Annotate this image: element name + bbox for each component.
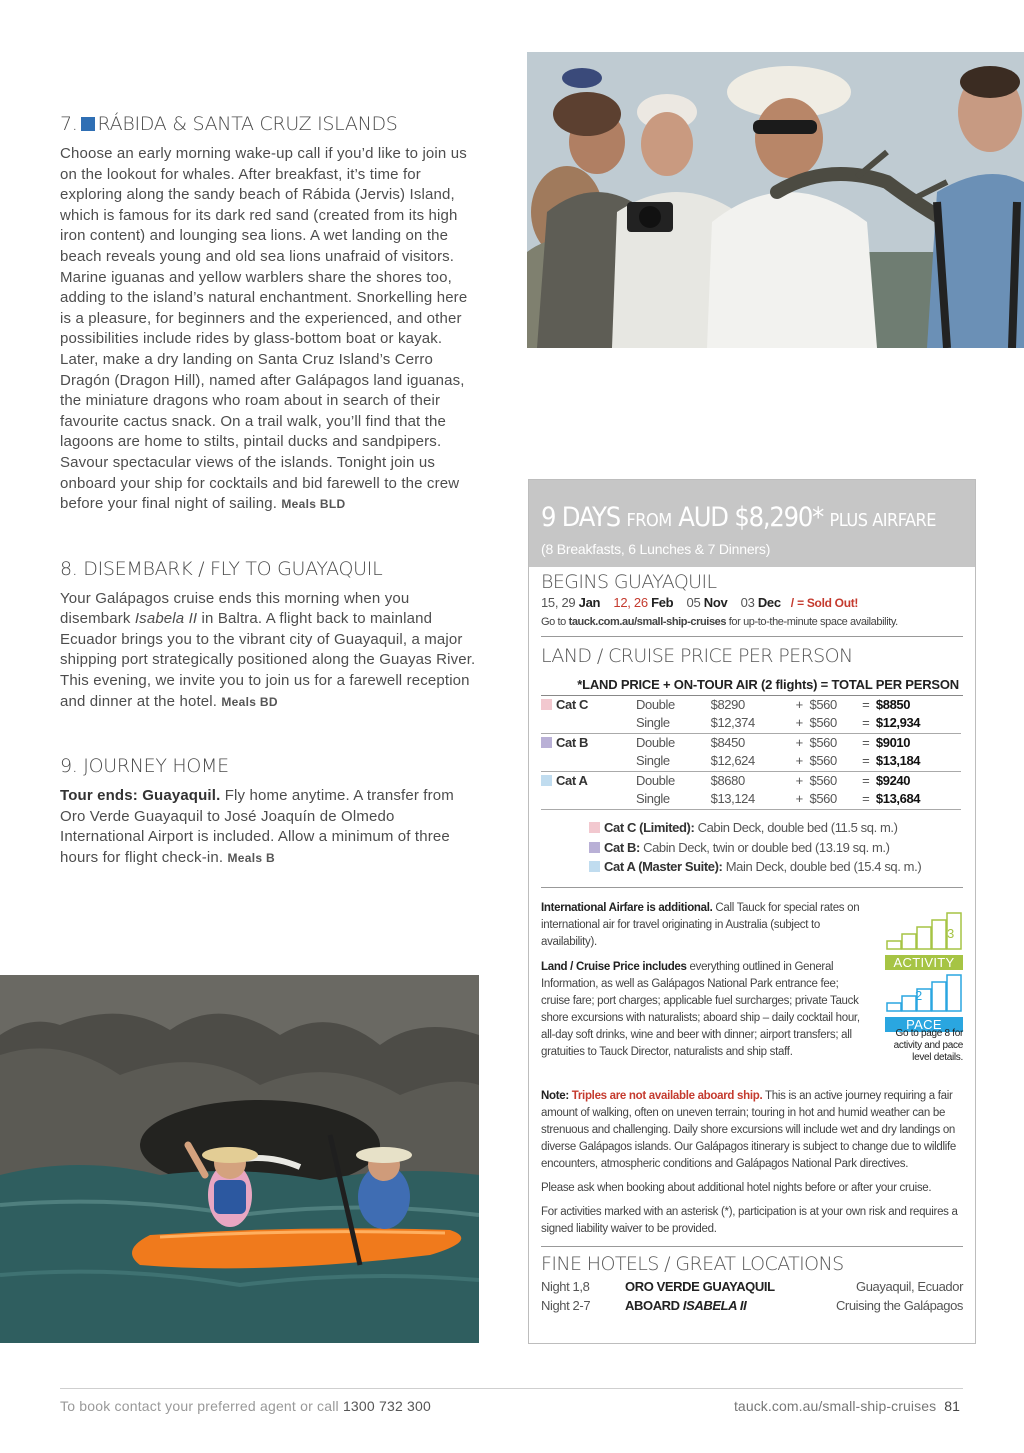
cat-c-swatch-icon (541, 699, 552, 710)
day-8-text-b: in Baltra. A flight back to mainland Ecuador brings you to the vibrant city of Guayaquil, a major shipping port strategically positioned along the Guayas River. This evening, we invite you to join us for a farewell reception and dinner at the hotel. (60, 610, 476, 710)
equals-sign: = (862, 735, 870, 750)
hotel-name (625, 1296, 795, 1315)
air-price: $560 (809, 773, 837, 788)
day-7-body (60, 144, 482, 515)
hotels-title: FINE HOTELS / GREAT LOCATIONS (541, 1253, 844, 1275)
airfare-text: Call Tauck for special rates on international air for travel originating in Australia (subject to availability). (541, 901, 860, 948)
hotel-location: Cruising the Galápagos (835, 1298, 963, 1313)
headline-from: FROM (626, 510, 672, 531)
total-price: $9240 (875, 773, 911, 788)
hotel-night: Night 2-7 (541, 1298, 591, 1313)
day-8-text-a: Your Galápagos cruise ends this morning when you disembark (60, 589, 410, 628)
day-9-title: 9. JOURNEY HOME (60, 755, 229, 778)
plus-sign: + (795, 697, 803, 712)
cabin-legend (541, 818, 963, 877)
cat-b-label: Cat B (556, 735, 588, 750)
pace-level-icon (885, 974, 963, 1012)
legend-desc: Main Deck, double bed (15.4 sq. m.) (722, 859, 922, 874)
table-row (541, 790, 961, 810)
equals-sign: = (862, 697, 870, 712)
room-type: Double (636, 735, 675, 750)
cat-empty (541, 714, 636, 734)
equals-sign: = (862, 752, 876, 772)
room-type: Double (636, 773, 675, 788)
pace-badge (885, 974, 963, 1032)
meals-summary: (8 Breakfasts, 6 Lunches & 7 Dinners) (541, 541, 771, 557)
plus-sign: + (796, 714, 810, 734)
includes-note (541, 959, 861, 1061)
land-price: $12,624 (711, 752, 796, 772)
room-type: Single (636, 752, 711, 772)
price-table (541, 696, 961, 810)
legend-label: Cat B: (604, 839, 640, 855)
month-dec: Dec (757, 595, 781, 610)
footer-contact (60, 1398, 431, 1414)
day-7-text: Choose an early morning wake-up call if you’d like to join us on the lookout for whales. After breakfast, it’s time for exploring along the sandy beach of Rábida (Jervis) Island, which is famous for its dark red sand (created from its high iron content) and lounging sea lions. A wet landing on the beach reveals young and old sea lions unafraid of visitors. Marine iguanas and yellow warblers share the shores too, adding to the island’s natural enchantment. Snorkelling here is a pleasure, for beginners and the experienced, and other possibilities include rides by glass-bottom boat or kayak. Later, make a dry landing on Santa Cruz Island’s Cerro Dragón (Dragon Hill), named after Galápagos land iguanas, the miniature dragons who roam about in search of their favourite cactus snack. On a trail walk, you’ll find that the lagoons are home to stilts, pintail ducks and sandpipers. Savour spectacular views of the islands. Tonight join us onboard your ship for cocktails and bid farewell to the crew before your final night of sailing. (60, 145, 468, 513)
price-box (528, 479, 976, 1344)
day-9-lead: Tour ends: Guayaquil. (60, 787, 221, 805)
air-price: $560 (810, 714, 863, 734)
divider (541, 887, 963, 888)
cat-c-cell (541, 696, 636, 714)
day-7-title (60, 112, 482, 136)
price-table-header: *LAND PRICE + ON-TOUR AIR (2 flights) = TOTAL PER PERSON (541, 677, 963, 696)
cat-c-label: Cat C (556, 697, 588, 712)
hotel-night: Night 1,8 (541, 1279, 590, 1294)
headline-price: AUD $8,290* (678, 502, 824, 533)
level-step (947, 975, 961, 1011)
level-step (932, 982, 946, 1011)
headline-days: 9 DAYS (541, 502, 620, 533)
cat-b-cell (541, 734, 636, 753)
photo-naturalist-iguana-art (527, 52, 1024, 348)
cat-empty (541, 790, 636, 810)
hotel-name-prefix: ABOARD (625, 1298, 683, 1313)
air-price: $560 (810, 752, 863, 772)
dates-nov: 05 (686, 595, 701, 610)
plus-sign: + (796, 790, 810, 810)
hotel-nights-note: Please ask when booking about additional hotel nights before or after your cruise. (541, 1182, 932, 1194)
hotel-row (541, 1296, 963, 1315)
total-price: $9010 (875, 735, 911, 750)
footer-url[interactable]: tauck.com.au/small-ship-cruises (733, 1398, 937, 1414)
level-step (917, 927, 931, 949)
equals-sign: = (862, 714, 876, 734)
activity-number: 3 (947, 926, 955, 941)
cat-a-label: Cat A (556, 773, 588, 788)
includes-text: everything outlined in General Information, as well as Galápagos National Park entrance fee; cruise fare; port charges; applicable fuel surcharges; private Tauck shore excursions with naturalists; aboard ship – daily cocktail hour, all-day soft drinks, wine and beer with dinner; airport transfers; all gratuities to Tauck Director, naturalists and ship staff. (541, 960, 860, 1058)
note-paragraph (541, 1088, 963, 1173)
day-8-meals: Meals BD (221, 694, 278, 709)
land-price: $12,374 (711, 714, 796, 734)
total-price: $13,684 (876, 790, 961, 810)
cat-a-swatch-icon (541, 775, 552, 786)
footer-phone[interactable]: 1300 732 300 (342, 1398, 431, 1414)
cat-b-swatch-icon (589, 842, 600, 853)
availability-note (541, 616, 963, 628)
availability-link[interactable]: tauck.com.au/small-ship-cruises (568, 616, 727, 628)
day-9-text: Fly home anytime. A transfer from Oro Verde Guayaquil to José Joaquín de Olmedo International Airport is included. Allow a minimum of three hours for flight check-in. (60, 787, 454, 867)
air-price: $560 (809, 735, 837, 750)
month-feb: Feb (651, 595, 674, 610)
plus-sign: + (795, 735, 803, 750)
level-step (887, 941, 901, 949)
table-row (541, 714, 961, 734)
sold-out-legend: = Sold Out! (797, 596, 859, 610)
hotel-location: Guayaquil, Ecuador (856, 1279, 963, 1294)
legend-item (589, 838, 963, 858)
photo-kayakers (0, 975, 479, 1343)
legend-item (589, 857, 963, 877)
includes-lead: Land / Cruise Price includes (541, 960, 687, 973)
hotel-row (541, 1277, 963, 1296)
level-step (902, 934, 916, 949)
land-price: $13,124 (711, 790, 796, 810)
level-step (887, 1003, 901, 1011)
air-price: $560 (809, 697, 837, 712)
day-7-title-text: RÁBIDA & SANTA CRUZ ISLANDS (97, 113, 398, 135)
room-type: Single (636, 714, 711, 734)
total-price: $12,934 (876, 714, 961, 734)
divider (541, 1246, 963, 1247)
land-price: $8680 (710, 773, 745, 788)
footer-right (734, 1398, 960, 1414)
month-jan: Jan (578, 595, 601, 610)
table-row (541, 752, 961, 772)
land-price: $8290 (710, 697, 745, 712)
day-9-meals: Meals B (227, 851, 275, 866)
pace-number: 2 (915, 988, 923, 1003)
note-lead: Note: (541, 1090, 569, 1102)
activity-level-icon (885, 912, 963, 950)
level-step (932, 920, 946, 949)
headline (541, 502, 963, 537)
photo-naturalist-iguana (527, 52, 1024, 348)
dates-dec: 03 (740, 595, 755, 610)
begins-title: BEGINS GUAYAQUIL (541, 571, 717, 593)
activity-badge (885, 912, 963, 970)
cat-b-swatch-icon (541, 737, 552, 748)
pace-label: PACE (885, 1017, 963, 1032)
plus-sign: + (796, 752, 810, 772)
dates-feb: 12, 26 (613, 595, 648, 610)
table-row (541, 772, 961, 791)
room-type: Single (636, 790, 711, 810)
day-8-ship: Isabela II (134, 610, 198, 628)
legend-desc: Cabin Deck, double bed (11.5 sq. m.) (694, 820, 898, 835)
legend-label: Cat A (Master Suite): (604, 859, 723, 874)
departure-dates (541, 595, 963, 610)
total-price: $13,184 (876, 752, 961, 772)
table-row (541, 696, 961, 714)
cat-empty (541, 752, 636, 772)
itinerary-column (60, 112, 482, 869)
badge-note: Go to page 8 for activity and pace level details. (893, 1028, 963, 1063)
headline-plus-airfare: PLUS AIRFARE (829, 510, 937, 531)
dates-jan: 15, 29 (541, 595, 576, 610)
equals-sign: = (862, 790, 876, 810)
footer-divider (60, 1388, 963, 1389)
note-triples: Triples are not available aboard ship. (571, 1090, 763, 1102)
sold-slash-icon: / (790, 596, 794, 610)
day-7-number: 7. (60, 113, 78, 135)
cat-c-swatch-icon (589, 822, 600, 833)
hotel-ship-name: ISABELA II (682, 1298, 747, 1313)
airfare-note (541, 900, 861, 951)
page-number: 81 (944, 1398, 960, 1414)
legend-desc: Cabin Deck, twin or double bed (13.19 sq. m.) (639, 839, 890, 855)
total-price: $8850 (875, 697, 911, 712)
photo-kayakers-art (0, 975, 479, 1343)
room-type: Double (636, 697, 675, 712)
level-step (902, 996, 916, 1011)
activity-label: ACTIVITY (885, 955, 963, 970)
note-text: This is an active journey requiring a fair amount of walking, often on uneven terrain; touring in hot and humid weather can be strenuous and challenging. Daily shore excursions will include wet and dry landings on diverse Galápagos islands. Our Galápagos itinerary is subject to change due to wildlife encounters, atmospheric conditions and Galápagos National Park directives. (541, 1090, 956, 1170)
price-title: LAND / CRUISE PRICE PER PERSON (541, 645, 853, 667)
legend-label: Cat C (Limited): (604, 820, 695, 835)
land-price: $8450 (710, 735, 745, 750)
hotel-name: ORO VERDE GUAYAQUIL (625, 1279, 775, 1294)
legend-item (589, 818, 963, 838)
asterisk-note: For activities marked with an asterisk (*), participation is at your own risk and requires a signed liability waiver to be provided. (541, 1206, 958, 1235)
day-7-meals: Meals BLD (281, 497, 346, 512)
availability-prefix: Go to (541, 616, 569, 628)
square-bullet-icon (81, 117, 95, 131)
air-price: $560 (810, 790, 863, 810)
divider (541, 636, 963, 637)
cat-a-cell (541, 772, 636, 791)
price-box-header (529, 480, 975, 567)
day-9-body (60, 786, 482, 868)
month-nov: Nov (703, 595, 728, 610)
cat-a-swatch-icon (589, 861, 600, 872)
footer-contact-text: To book contact your preferred agent or call (60, 1398, 343, 1414)
availability-suffix: for up-to-the-minute space availability. (726, 616, 898, 628)
table-row (541, 734, 961, 753)
airfare-lead: International Airfare is additional. (541, 901, 713, 914)
day-8-title: 8. DISEMBARK / FLY TO GUAYAQUIL (60, 557, 383, 580)
equals-sign: = (862, 773, 870, 788)
plus-sign: + (795, 773, 803, 788)
day-8-body (60, 589, 482, 713)
